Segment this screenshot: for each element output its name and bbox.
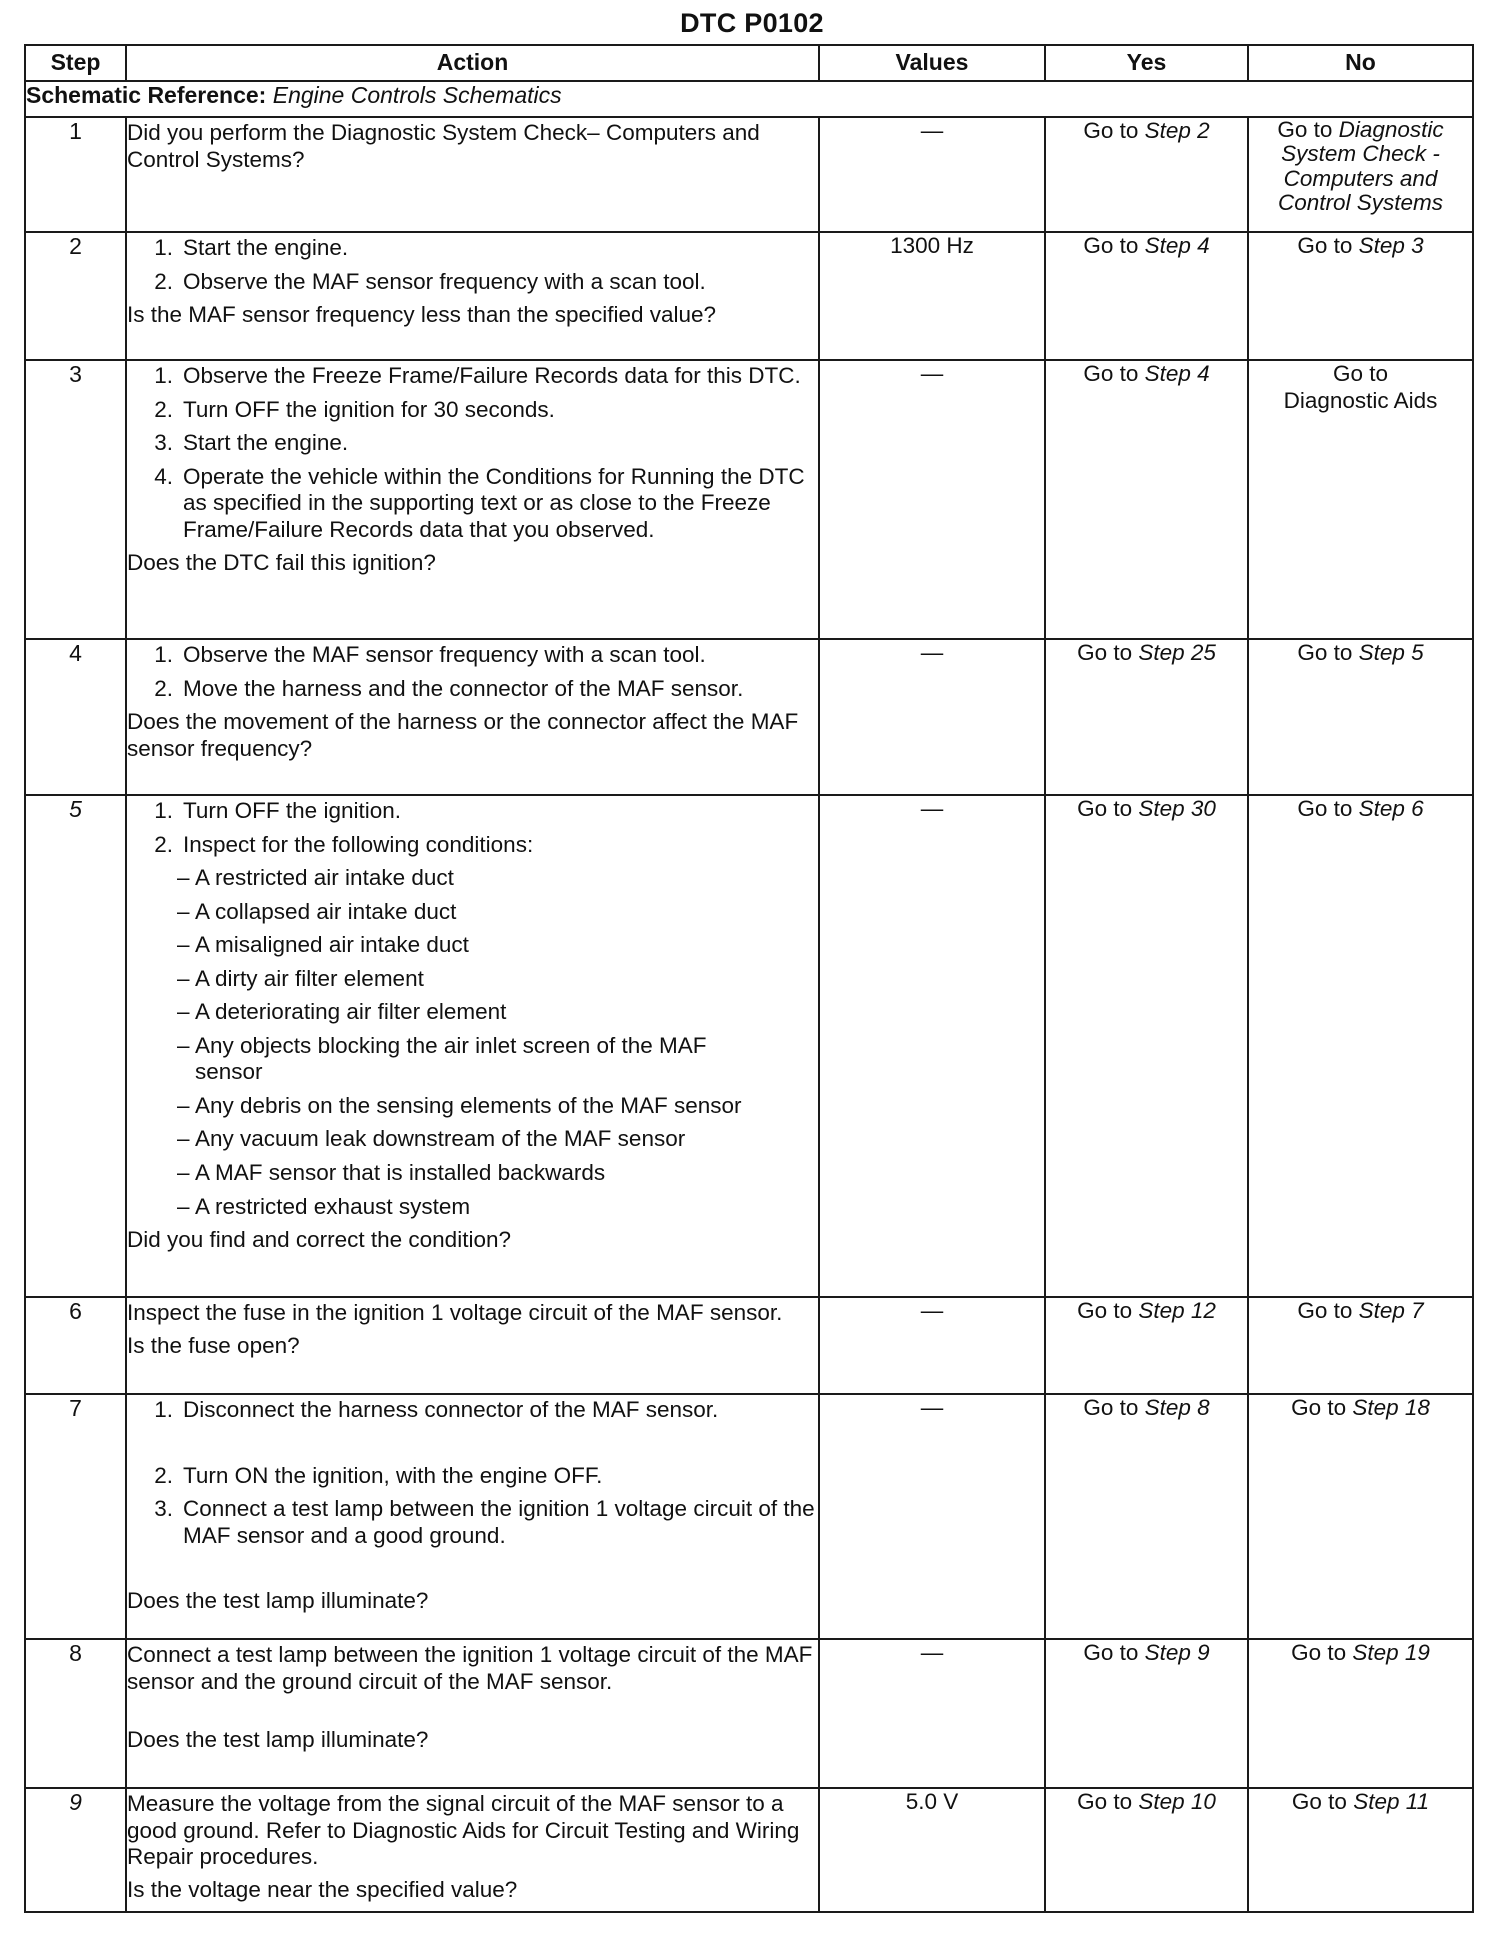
yes-cell: Go to Step 8 xyxy=(1045,1394,1248,1639)
bullet-item: – Any debris on the sensing elements of the MAF sensor xyxy=(177,1092,742,1118)
bullet-item: – A dirty air filter element xyxy=(177,965,424,991)
list-item: 2. Turn OFF the ignition for 30 seconds. xyxy=(154,396,555,422)
table-row xyxy=(25,1394,1473,1639)
action-cell xyxy=(126,360,819,639)
yes-step: Step 30 xyxy=(1138,796,1216,821)
action-text: Measure the voltage from the signal circuit of the MAF sensor to a good ground. Refer to Diagnostic Aids for Circuit Testing and Wiring Repair procedures. xyxy=(127,1791,800,1870)
no-cell: Go to Step 3 xyxy=(1248,232,1473,360)
list-item: 2. Move the harness and the connector of the MAF sensor. xyxy=(154,675,744,701)
step-number: 6 xyxy=(25,1297,126,1394)
action-question: Is the voltage near the specified value? xyxy=(127,1876,518,1902)
action-cell xyxy=(126,1639,819,1788)
header-yes: Yes xyxy=(1045,45,1248,81)
no-cell: Go to Step 18 xyxy=(1248,1394,1473,1639)
yes-cell: Go to Step 9 xyxy=(1045,1639,1248,1788)
list-item: 1. Turn OFF the ignition. xyxy=(154,798,402,823)
action-text: Connect a test lamp between the ignition 1 voltage circuit of the MAF sensor and the ground circuit of the MAF sensor. xyxy=(127,1642,813,1694)
list-item: 4. Operate the vehicle within the Conditions for Running the DTC as specified in the supporting text or as close to the Freeze Frame/Failure Records data that you observed. xyxy=(154,463,805,542)
yes-cell: Go to Step 4 xyxy=(1045,232,1248,360)
table-row xyxy=(25,639,1473,795)
header-action: Action xyxy=(126,45,819,81)
page-title: DTC P0102 xyxy=(680,8,824,38)
action-cell xyxy=(126,1394,819,1639)
values-cell: — xyxy=(819,795,1045,1297)
step-number: 7 xyxy=(25,1394,126,1639)
no-step: Step 6 xyxy=(1358,796,1424,821)
bullet-item: – A collapsed air intake duct xyxy=(177,898,457,924)
table-row xyxy=(25,1788,1473,1912)
no-step: Step 3 xyxy=(1358,233,1424,258)
values-cell: 1300 Hz xyxy=(819,232,1045,360)
action-cell xyxy=(126,232,819,360)
yes-step: Step 9 xyxy=(1144,1640,1210,1665)
action-question: Does the test lamp illuminate? xyxy=(127,1588,429,1614)
step-number: 2 xyxy=(25,232,126,360)
bullet-item: – Any vacuum leak downstream of the MAF sensor xyxy=(177,1126,686,1152)
no-reference: Diagnostic System Check - Computers and Control Systems xyxy=(1277,117,1444,215)
yes-cell: Go to Step 12 xyxy=(1045,1297,1248,1394)
list-item: 1. Observe the MAF sensor frequency with a scan tool. xyxy=(154,642,706,667)
list-item: 2. Turn ON the ignition, with the engine OFF. xyxy=(154,1462,603,1488)
values-cell: — xyxy=(819,639,1045,795)
bullet-item: – A misaligned air intake duct xyxy=(177,932,469,958)
values-cell: — xyxy=(819,117,1045,232)
yes-step: Step 10 xyxy=(1138,1789,1216,1814)
no-cell: Go to Diagnostic Aids xyxy=(1248,360,1473,639)
table-row xyxy=(25,1639,1473,1788)
action-cell xyxy=(126,117,819,232)
values-cell: — xyxy=(819,1394,1045,1639)
action-cell xyxy=(126,1788,819,1912)
header-no: No xyxy=(1248,45,1473,81)
no-step: Step 7 xyxy=(1358,1298,1424,1323)
action-question: Does the movement of the harness or the connector affect the MAF sensor frequency? xyxy=(127,709,799,761)
action-question: Is the MAF sensor frequency less than the specified value? xyxy=(127,302,717,328)
list-item: 1. Disconnect the harness connector of the MAF sensor. xyxy=(154,1397,719,1422)
no-cell: Go to Step 11 xyxy=(1248,1788,1473,1912)
schematic-row xyxy=(25,81,1473,117)
header-values: Values xyxy=(819,45,1045,81)
yes-step: Step 8 xyxy=(1144,1395,1210,1420)
schematic-label: Schematic Reference: xyxy=(26,82,267,108)
no-step: Step 11 xyxy=(1353,1789,1430,1814)
no-cell: Go to Step 6 xyxy=(1248,795,1473,1297)
no-step: Step 19 xyxy=(1352,1640,1430,1665)
step-number: 3 xyxy=(25,360,126,639)
no-cell: Go to Diagnostic System Check - Computers and Control Systems xyxy=(1248,117,1473,232)
header-step: Step xyxy=(25,45,126,81)
yes-cell: Go to Step 25 xyxy=(1045,639,1248,795)
yes-cell: Go to Step 2 xyxy=(1045,117,1248,232)
list-item: 3. Connect a test lamp between the ignition 1 voltage circuit of the MAF sensor and a good ground. xyxy=(154,1496,815,1548)
no-cell: Go to Step 19 xyxy=(1248,1639,1473,1788)
table-row xyxy=(25,360,1473,639)
step-number: 9 xyxy=(25,1788,126,1912)
list-item: 3. Start the engine. xyxy=(154,430,349,456)
action-question: Does the DTC fail this ignition? xyxy=(127,550,436,576)
schematic-reference: Engine Controls Schematics xyxy=(272,82,562,108)
action-question: Did you find and correct the condition? xyxy=(127,1227,511,1253)
action-question: Is the fuse open? xyxy=(127,1332,300,1358)
yes-step: Step 4 xyxy=(1144,361,1210,386)
no-step: Step 5 xyxy=(1358,640,1424,665)
no-step: Step 18 xyxy=(1352,1395,1430,1420)
header-row xyxy=(25,45,1473,81)
bullet-item: – A restricted exhaust system xyxy=(177,1193,471,1219)
bullet-item: – A MAF sensor that is installed backwards xyxy=(177,1160,606,1186)
list-item: 2. Observe the MAF sensor frequency with a scan tool. xyxy=(154,268,706,294)
no-reference: Diagnostic Aids xyxy=(1283,387,1438,413)
yes-step: Step 25 xyxy=(1138,640,1216,665)
bullet-item: – A restricted air intake duct xyxy=(177,865,454,891)
yes-cell: Go to Step 4 xyxy=(1045,360,1248,639)
list-item: 1. Observe the Freeze Frame/Failure Records data for this DTC. xyxy=(154,363,801,388)
values-cell: 5.0 V xyxy=(819,1788,1045,1912)
action-cell xyxy=(126,1297,819,1394)
action-cell xyxy=(126,795,819,1297)
step-number: 5 xyxy=(25,795,126,1297)
table-row xyxy=(25,117,1473,232)
no-cell: Go to Step 5 xyxy=(1248,639,1473,795)
yes-cell: Go to Step 30 xyxy=(1045,795,1248,1297)
action-question: Does the test lamp illuminate? xyxy=(127,1727,429,1753)
values-cell: — xyxy=(819,1639,1045,1788)
bullet-item: – A deteriorating air filter element xyxy=(177,999,507,1025)
list-item: 2. Inspect for the following conditions: xyxy=(154,831,534,857)
yes-cell: Go to Step 10 xyxy=(1045,1788,1248,1912)
values-cell: — xyxy=(819,360,1045,639)
yes-step: Step 4 xyxy=(1144,233,1210,258)
step-number: 4 xyxy=(25,639,126,795)
action-text: Inspect the fuse in the ignition 1 voltage circuit of the MAF sensor. xyxy=(127,1300,783,1325)
yes-step: Step 2 xyxy=(1144,118,1210,143)
action-text: Did you perform the Diagnostic System Check– Computers and Control Systems? xyxy=(127,120,760,172)
yes-step: Step 12 xyxy=(1138,1298,1216,1323)
diagnostic-table xyxy=(24,44,1474,1913)
table-row xyxy=(25,1297,1473,1394)
no-cell: Go to Step 7 xyxy=(1248,1297,1473,1394)
step-number: 8 xyxy=(25,1639,126,1788)
values-cell: — xyxy=(819,1297,1045,1394)
table-row xyxy=(25,795,1473,1297)
action-cell xyxy=(126,639,819,795)
table-row xyxy=(25,232,1473,360)
step-number: 1 xyxy=(25,117,126,232)
bullet-item: – Any objects blocking the air inlet screen of the MAF sensor xyxy=(177,1032,707,1085)
list-item: 1. Start the engine. xyxy=(154,235,349,260)
